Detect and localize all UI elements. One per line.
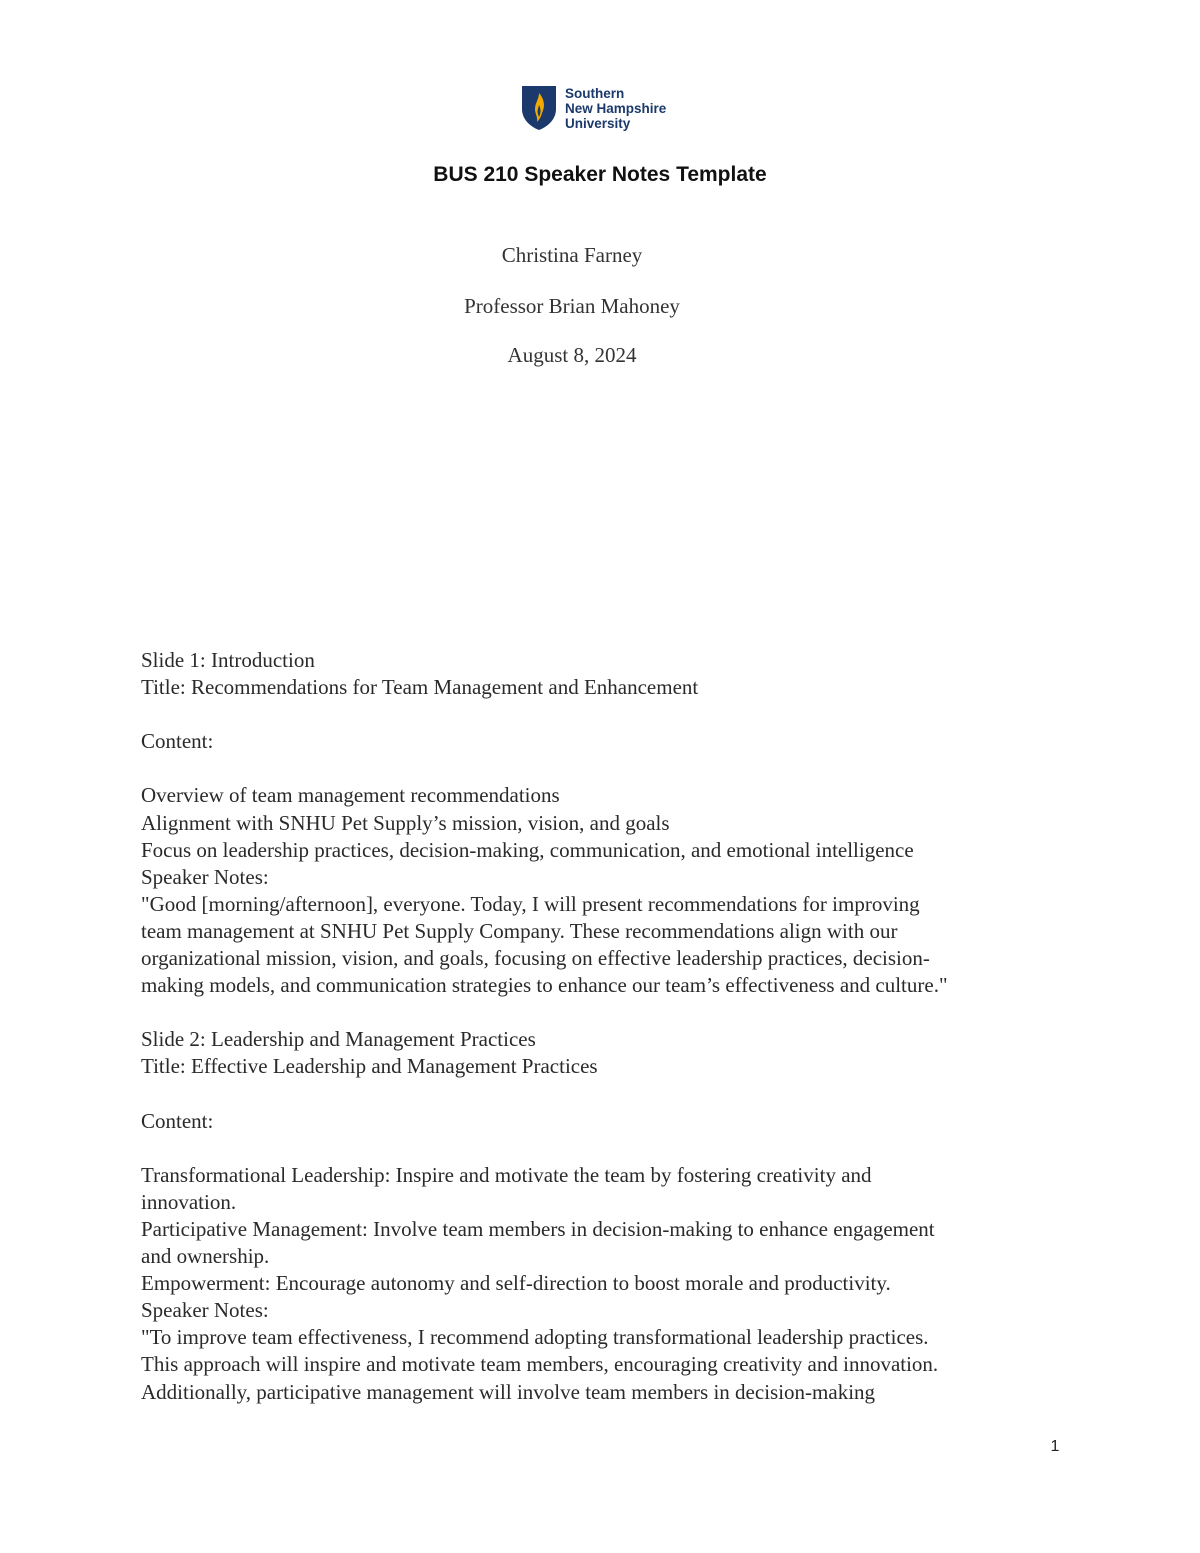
slide-1-notes-line: organizational mission, vision, and goals, focusing on effective leadership practices, decision- <box>141 946 930 971</box>
author-name: Christina Farney <box>501 243 643 267</box>
logo-line-2: New Hampshire <box>565 100 667 116</box>
slide-2-content-label: Content: <box>141 1108 214 1133</box>
slide-2-content-line: Empowerment: Encourage autonomy and self-direction to boost morale and productivity. <box>141 1271 891 1296</box>
slide-2-heading: Slide 2: Leadership and Management Practices <box>141 1027 536 1052</box>
logo-line-3: University <box>565 115 631 131</box>
slide-1-title: Title: Recommendations for Team Management and Enhancement <box>141 675 699 700</box>
university-logo <box>521 84 666 132</box>
slide-1-notes-line: team management at SNHU Pet Supply Company. These recommendations align with our <box>141 918 898 943</box>
slide-1-content-item: Focus on leadership practices, decision-making, communication, and emotional intelligence <box>141 837 914 862</box>
slide-2-content-line: innovation. <box>141 1189 237 1214</box>
slide-1-heading: Slide 1: Introduction <box>141 648 315 672</box>
shield-flame-icon <box>521 85 557 131</box>
slide-1-notes-line: making models, and communication strategies to enhance our team’s effectiveness and culture." <box>141 973 948 998</box>
professor-name: Professor Brian Mahoney <box>464 294 680 318</box>
slide-2-notes-line: Additionally, participative management will involve team members in decision-making <box>141 1379 876 1404</box>
slide-2-title: Title: Effective Leadership and Management Practices <box>141 1054 598 1079</box>
document-body <box>141 647 1071 1406</box>
logo-wordmark <box>565 86 666 131</box>
slide-1-content-label: Content: <box>141 729 214 754</box>
slide-2-notes-label: Speaker Notes: <box>141 1298 269 1323</box>
slide-1-content-item: Overview of team management recommendations <box>141 783 560 808</box>
slide-1-notes-label: Speaker Notes: <box>141 864 269 889</box>
slide-1-content-item: Alignment with SNHU Pet Supply’s mission, vision, and goals <box>141 810 670 835</box>
slide-2-content-line: Participative Management: Involve team members in decision-making to enhance engagement <box>141 1216 935 1241</box>
slide-2-content-line: and ownership. <box>141 1244 270 1269</box>
document-title: BUS 210 Speaker Notes Template <box>433 163 767 186</box>
slide-2-notes-line: This approach will inspire and motivate team members, encouraging creativity and innovation. <box>141 1352 939 1377</box>
slide-2-content-line: Transformational Leadership: Inspire and motivate the team by fostering creativity and <box>141 1162 872 1187</box>
document-date: August 8, 2024 <box>507 343 637 367</box>
slide-2-notes-line: "To improve team effectiveness, I recommend adopting transformational leadership practices. <box>141 1325 929 1350</box>
logo-line-1: Southern <box>565 85 625 101</box>
page-number: 1 <box>1050 1438 1060 1455</box>
slide-1-notes-line: "Good [morning/afternoon], everyone. Today, I will present recommendations for improving <box>141 891 920 916</box>
